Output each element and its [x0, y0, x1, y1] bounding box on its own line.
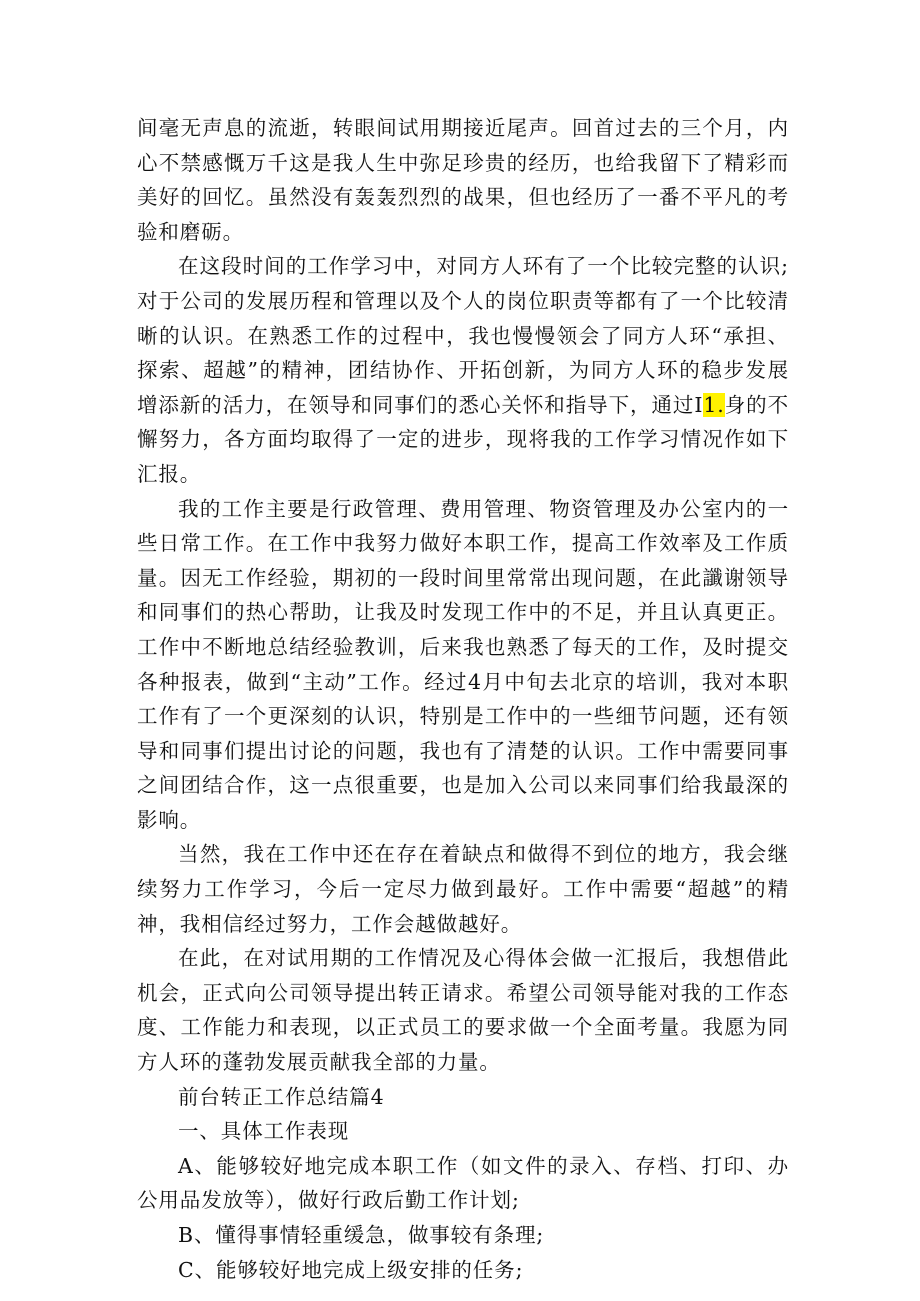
paragraph-text-after-highlight: 身的不懈努力，各方面均取得了一定的进步，现将我的工作学习情况作如下汇报。 — [137, 392, 789, 486]
section-heading: 前台转正工作总结篇4 — [178, 1084, 385, 1109]
highlighted-text: 1. — [703, 392, 725, 417]
list-item-a: A、能够较好地完成本职工作（如文件的录入、存档、打印、办公用品发放等），做好行政后勤工作计划; — [137, 1153, 789, 1213]
paragraph-continuation: 间毫无声息的流逝，转眼间试用期接近尾声。回首过去的三个月，内心不禁感慨万千这是我人生中弥足珍贵的经历，也给我留下了精彩而美好的回忆。虽然没有轰轰烈烈的战果，但也经历了一番不平凡的考验和磨砺。 — [137, 116, 789, 244]
paragraph-regularization-request: 在此，在对试用期的工作情况及心得体会做一汇报后，我想借此机会，正式向公司领导提出转正请求。希望公司领导能对我的工作态度、工作能力和表现，以正式员工的要求做一个全面考量。我愿为同方人环的蓬勃发展贡献我全部的力量。 — [137, 946, 789, 1075]
paragraph-company-understanding — [137, 249, 789, 491]
paragraph-text-before-highlight: 在这段时间的工作学习中，对同方人环有了一个比较完整的认识;对于公司的发展历程和管理以及个人的岗位职责等都有了一个比较清晰的认识。在熟悉工作的过程中，我也慢慢领会了同方人环“承担、探索、超越”的精神，团结协作、开拓创新，为同方人环的稳步发展增添新的活力，在领导和同事们的悉心关怀和指导下，通过I — [137, 254, 789, 417]
subsection-heading: 一、具体工作表现 — [178, 1119, 350, 1144]
paragraph-work-duties: 我的工作主要是行政管理、费用管理、物资管理及办公室内的一些日常工作。在工作中我努力做好本职工作，提高工作效率及工作质量。因无工作经验，期初的一段时间里常常出现问题，在此讖谢领导和同事们的热心帮助，让我及时发现工作中的不足，并且认真更正。工作中不断地总结经验教训，后来我也熟悉了每天的工作，及时提交各种报表，做到“主动”工作。经过4月中旬去北京的培训，我对本职工作有了一个更深刻的认识，特别是工作中的一些细节问题，还有领导和同事们提出讨论的问题，我也有了清楚的认识。工作中需要同事之间团结合作，这一点很重要，也是加入公司以来同事们给我最深的影响。 — [137, 496, 789, 832]
list-item-b: B、懂得事情轻重缓急，做事较有条理; — [178, 1223, 545, 1247]
paragraph-shortcomings: 当然，我在工作中还在存在着缺点和做得不到位的地方，我会继续努力工作学习，今后一定尽力做到最好。工作中需要“超越”的精神，我相信经过努力，工作会越做越好。 — [137, 842, 789, 936]
list-item-c: C、能够较好地完成上级安排的任务; — [178, 1257, 524, 1282]
document-body — [137, 111, 789, 1287]
